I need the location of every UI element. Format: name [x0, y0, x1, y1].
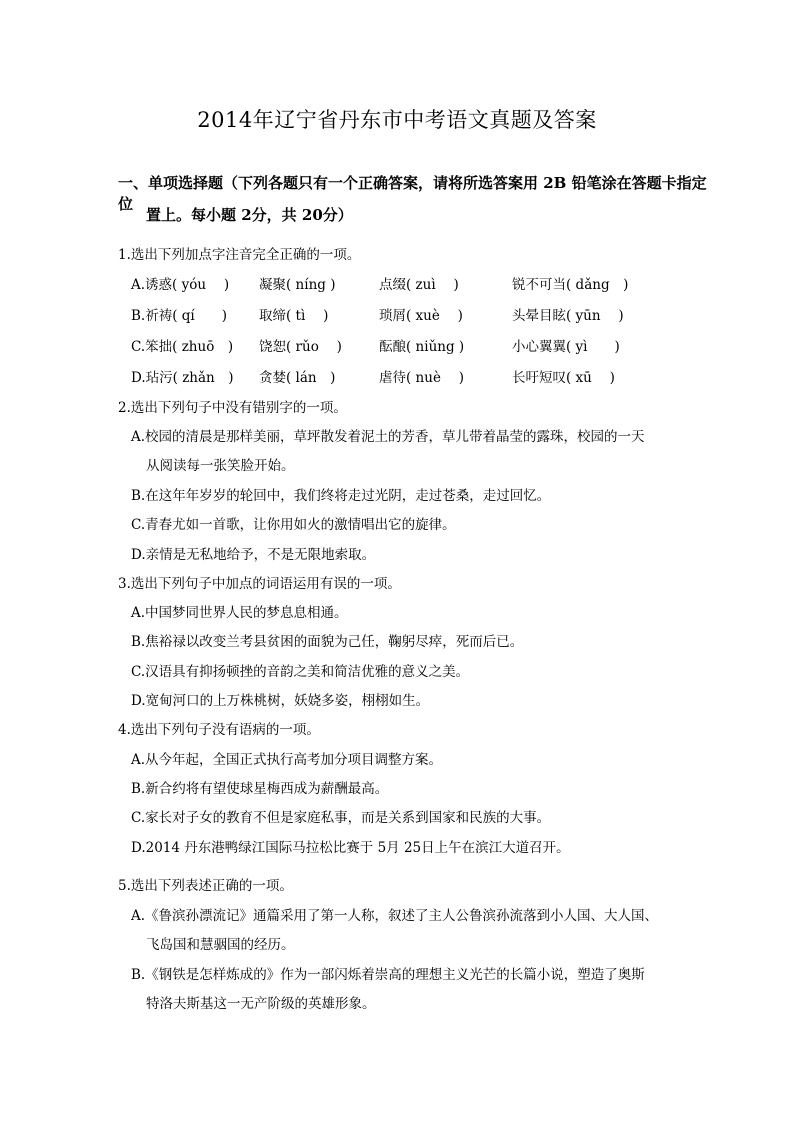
- q2-option-c: C.青春尤如一首歌，让你用如火的激情唱出它的旋律。: [131, 517, 456, 533]
- q1-option-c-3: 酝酿( niǔng ): [379, 339, 465, 355]
- q3-option-c: C.汉语具有抑扬顿挫的音韵之美和简洁优雅的意义之美。: [131, 664, 470, 680]
- q2-option-b: B.在这年年岁岁的轮回中，我们终将走过光阴，走过苍桑，走过回忆。: [131, 488, 551, 504]
- q1-option-a-3: 点缀( zuì ): [379, 277, 459, 293]
- q1-option-d-2: 贪婪( lán ): [259, 370, 336, 386]
- question-1-stem: 1.选出下列加点字注音完全正确的一项。: [118, 247, 361, 263]
- q3-option-d: D.宽甸河口的上万株桃树，妖娆多姿，栩栩如生。: [131, 693, 430, 709]
- q4-option-d: D.2014 丹东港鸭绿江国际马拉松比赛于 5月 25日上午在滨江大道召开。: [131, 840, 570, 856]
- question-2-stem: 2.选出下列句子中没有错别字的一项。: [118, 400, 347, 416]
- q1-option-d-4: 长吁短叹( xū ): [512, 370, 615, 386]
- section-heading-cont: 置上。每小题 2分，共 20分）: [146, 206, 353, 224]
- q1-option-b-4: 头晕目眩( yūn ): [512, 308, 624, 324]
- q1-option-a-2: 凝聚( níng ): [259, 277, 336, 293]
- q2-option-a-cont: 从阅读每一张笑脸开始。: [146, 458, 295, 474]
- q2-option-d: D.亲情是无私地给予，不是无限地索取。: [131, 547, 376, 563]
- q1-option-c-4: 小心翼翼( yì ): [512, 339, 620, 355]
- q3-option-b: B.焦裕禄以改变兰考县贫困的面貌为己任，鞠躬尽瘁，死而后已。: [131, 634, 524, 650]
- q1-option-b-3: 琐屑( xuè ): [379, 308, 463, 324]
- q5-option-a: A.《鲁滨孙漂流记》通篇采用了第一人称，叙述了主人公鲁滨孙流落到小人国、大人国、: [131, 908, 659, 924]
- question-4-stem: 4.选出下列句子没有语病的一项。: [118, 722, 320, 738]
- question-3-stem: 3.选出下列句子中加点的词语运用有误的一项。: [118, 576, 401, 592]
- q1-option-a-4: 锐不可当( dǎng ): [512, 277, 629, 293]
- q2-option-a: A.校园的清晨是那样美丽，草坪散发着泥土的芳香，草儿带着晶莹的露珠，校园的一天: [131, 429, 645, 445]
- q1-option-b-2: 取缔( tì ): [259, 308, 329, 324]
- q1-option-b-1: B.祈祷( qí ): [131, 308, 227, 324]
- q1-option-c-2: 饶恕( rǔo ): [259, 339, 342, 355]
- q3-option-a: A.中国梦同世界人民的梦息息相通。: [131, 605, 348, 621]
- q5-option-b-cont: 特洛夫斯基这一无产阶级的英雄形象。: [146, 996, 376, 1012]
- q4-option-c: C.家长对子女的教育不但是家庭私事，而是关系到国家和民族的大事。: [131, 810, 551, 826]
- question-5-stem: 5.选出下列表述正确的一项。: [118, 878, 293, 894]
- q1-option-c-1: C.笨拙( zhuō ): [131, 339, 234, 355]
- section-heading: 一、单项选择题（下列各题只有一个正确答案，请将所选答案用 2B 铅笔涂在答题卡指定位: [118, 174, 707, 213]
- page-title: 2014年辽宁省丹东市中考语文真题及答案: [197, 108, 597, 132]
- q4-option-b: B.新合约将有望使球星梅西成为薪酬最高。: [131, 781, 389, 797]
- q5-option-b: B.《钢铁是怎样炼成的》作为一部闪烁着崇高的理想主义光芒的长篇小说，塑造了奥斯: [131, 967, 645, 983]
- q4-option-a: A.从今年起，全国正式执行高考加分项目调整方案。: [131, 752, 443, 768]
- q1-option-d-3: 虐待( nuè ): [379, 370, 464, 386]
- q5-option-a-cont: 飞岛国和慧骃国的经历。: [146, 937, 295, 953]
- q1-option-d-1: D.玷污( zhǎn ): [131, 370, 234, 386]
- q1-option-a-1: A.诱惑( yóu ): [131, 277, 230, 293]
